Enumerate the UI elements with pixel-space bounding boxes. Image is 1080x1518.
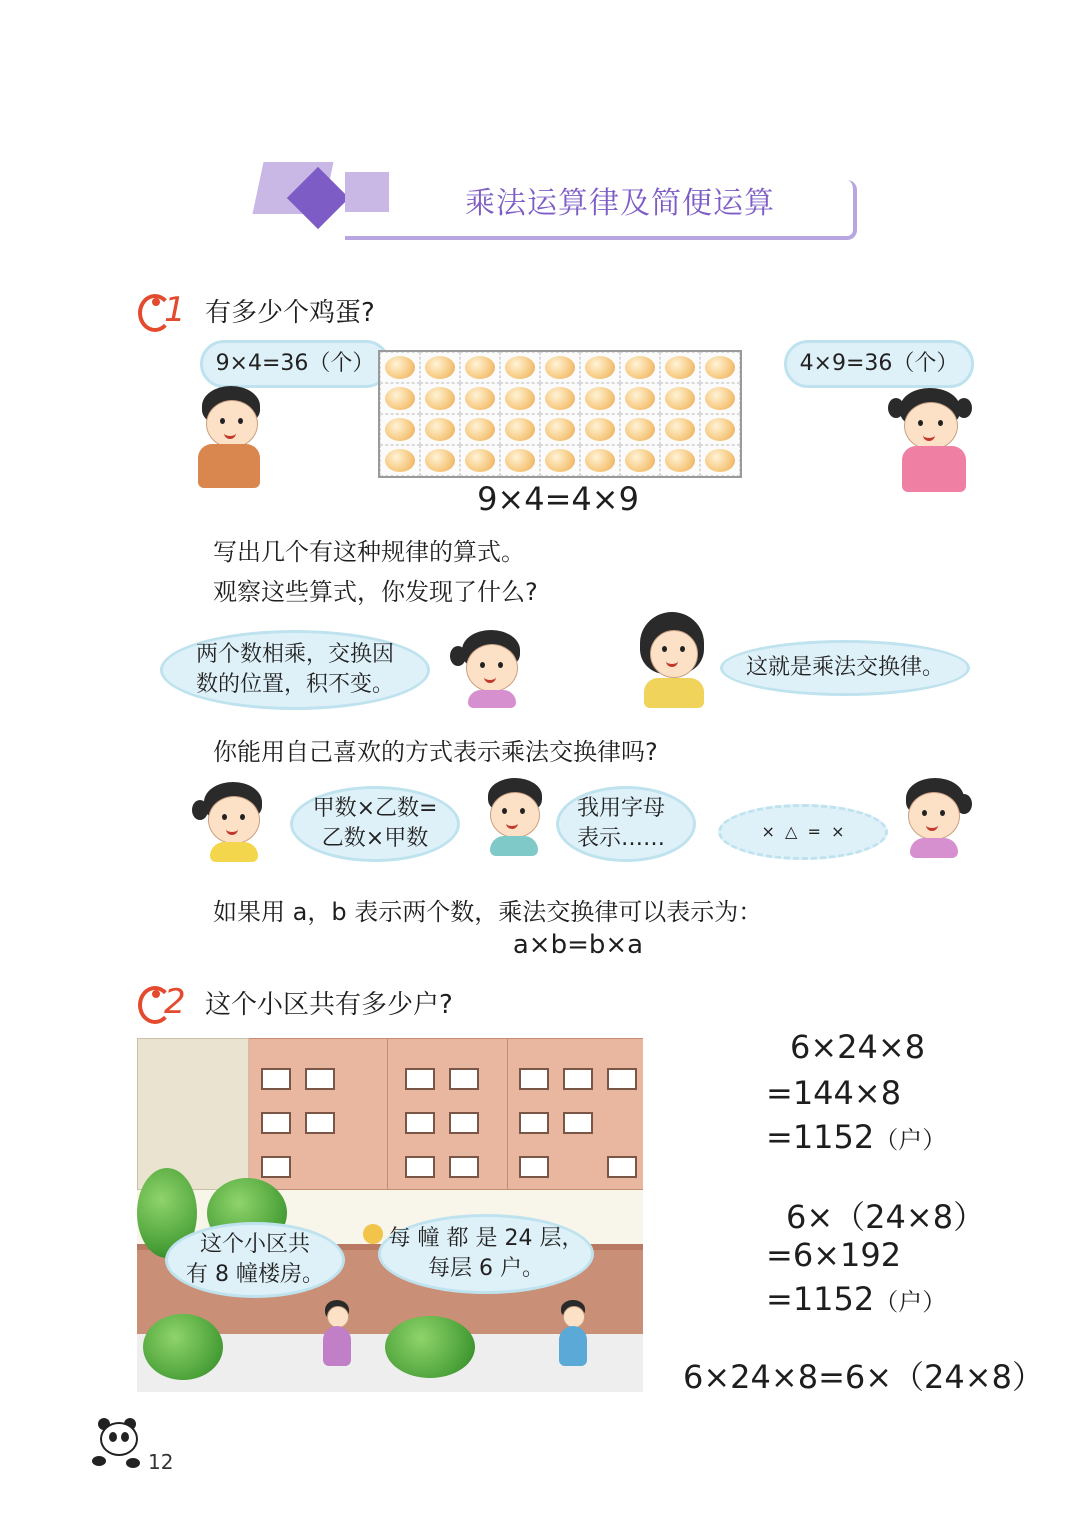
egg-icon [585,449,615,472]
egg-cell [580,414,620,445]
egg-icon [425,387,455,410]
egg-cell [660,352,700,383]
speech-bubble-boy [378,1214,594,1294]
bubble-text: 表示…… [577,826,666,851]
egg-icon [665,356,695,379]
marker-dot-icon [152,298,160,306]
method2-line-2: =6×192 [766,1236,902,1274]
egg-cell [380,383,420,414]
conclusion-equation: 6×24×8=6×（24×8） [683,1358,1044,1396]
letters-intro: 如果用 a，b 表示两个数，乘法交换律可以表示为： [213,898,763,926]
formula: a×b=b×a [512,930,644,960]
egg-icon [465,387,495,410]
egg-icon [545,387,575,410]
egg-icon [585,387,615,410]
egg-icon [465,449,495,472]
method2-line-1: 6×（24×8） [786,1198,986,1236]
egg-cell [420,383,460,414]
egg-cell [460,352,500,383]
egg-icon [705,449,735,472]
egg-icon [425,449,455,472]
speech-bubble-symbols [718,804,888,860]
egg-cell [660,445,700,476]
speech-bubble-rule [160,630,430,710]
egg-cell [580,352,620,383]
egg-icon [545,449,575,472]
problem1-question: 有多少个鸡蛋? [205,298,375,328]
egg-cell [500,352,540,383]
egg-cell [500,414,540,445]
egg-icon [505,387,535,410]
egg-icon [385,418,415,441]
egg-icon [425,356,455,379]
instruction-line-1: 写出几个有这种规律的算式。 [213,538,525,566]
panda-icon [92,1418,142,1474]
bubble-text: 每层 6 户。 [428,1256,544,1281]
egg-icon [625,449,655,472]
egg-icon [465,418,495,441]
method2-line-3: =1152（户） [766,1280,947,1318]
bubble-text: 9×4=36（个） [215,351,375,376]
egg-cell [460,445,500,476]
egg-icon [585,356,615,379]
problem-number: 1 [164,290,186,330]
egg-icon [545,356,575,379]
apartment-illustration [137,1038,643,1392]
bubble-text: 两个数相乘，交换因 [195,642,394,667]
section-title: 乘法运算律及简便运算 [465,186,775,221]
egg-cell [540,445,580,476]
egg-icon [625,387,655,410]
egg-cell [420,352,460,383]
egg-icon [505,449,535,472]
bubble-text: 这个小区共 [199,1232,310,1257]
bubble-text: 数的位置，积不变。 [195,672,394,697]
boy-illustration [192,386,282,492]
egg-cell [660,414,700,445]
egg-cell [620,414,660,445]
egg-cell [420,445,460,476]
egg-cell [580,383,620,414]
egg-cell [620,352,660,383]
speech-bubble-girl [165,1222,345,1298]
boy-illustration [482,778,548,858]
egg-cell [540,383,580,414]
bubble-text: 4×9=36（个） [799,351,959,376]
egg-icon [545,418,575,441]
egg-cell [540,352,580,383]
egg-cell [380,414,420,445]
speech-bubble-words [290,786,460,862]
egg-icon [385,387,415,410]
egg-cell [460,414,500,445]
bubble-text: × △ = × [761,822,845,841]
problem2-question: 这个小区共有多少户? [205,990,453,1020]
egg-cell [380,445,420,476]
boy-figure [553,1300,593,1392]
bubble-text: 乙数×甲数 [321,826,429,851]
egg-cell [660,383,700,414]
problem-number: 2 [164,982,186,1022]
egg-icon [505,418,535,441]
teacher-illustration [636,612,716,712]
method1-line-3: =1152（户） [766,1118,947,1156]
egg-icon [705,418,735,441]
egg-cell [700,445,740,476]
egg-icon [425,418,455,441]
prompt-text: 你能用自己喜欢的方式表示乘法交换律吗? [213,738,658,766]
bubble-text: 我用字母 [577,796,666,821]
problem-marker-2 [138,982,194,1030]
girl-figure [317,1300,357,1392]
egg-icon [625,418,655,441]
egg-icon [705,356,735,379]
egg-cell [620,445,660,476]
egg-cell [500,445,540,476]
bubble-text: 甲数×乙数= [312,796,438,821]
speech-bubble-letters [556,786,696,862]
problem-marker-1 [138,290,194,338]
egg-cell [620,383,660,414]
equation: 9×4=4×9 [477,480,639,518]
instruction-line-2: 观察这些算式，你发现了什么? [213,578,538,606]
egg-icon [385,356,415,379]
egg-cell [700,383,740,414]
bubble-text: 这就是乘法交换律。 [745,655,944,680]
egg-icon [585,418,615,441]
method1-line-1: 6×24×8 [790,1028,926,1066]
egg-cell [500,383,540,414]
unit-label: （户） [874,1288,947,1316]
egg-icon [385,449,415,472]
egg-cell [540,414,580,445]
speech-bubble-left [200,340,390,388]
egg-cell [700,352,740,383]
unit-label: （户） [874,1126,947,1154]
egg-cell [700,414,740,445]
page-number: 12 [148,1450,174,1474]
egg-icon [665,449,695,472]
egg-icon [665,387,695,410]
egg-icon [505,356,535,379]
marker-dot-icon [152,990,160,998]
egg-cell [380,352,420,383]
egg-cell [460,383,500,414]
speech-bubble-teacher [720,640,970,696]
bubble-text: 每 幢 都 是 24 层， [388,1226,584,1251]
girl-illustration [450,628,530,708]
egg-cell [420,414,460,445]
egg-tray [378,350,742,478]
method1-line-2: =144×8 [766,1074,902,1112]
girl-illustration [868,386,976,496]
girl-illustration [192,780,272,862]
egg-icon [665,418,695,441]
egg-icon [705,387,735,410]
girl-illustration [896,776,976,858]
speech-bubble-right [784,340,974,388]
egg-icon [465,356,495,379]
egg-cell [580,445,620,476]
bubble-text: 有 8 幢楼房。 [186,1262,324,1287]
egg-icon [625,356,655,379]
